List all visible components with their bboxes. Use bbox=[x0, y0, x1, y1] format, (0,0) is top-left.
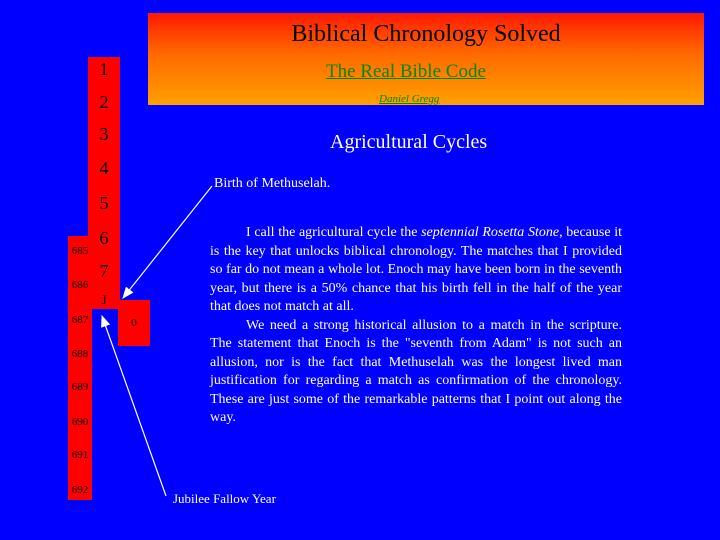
year-686: 686 bbox=[71, 279, 89, 291]
cycle-number-5: 5 bbox=[99, 193, 109, 213]
page-title: Biblical Chronology Solved bbox=[291, 21, 561, 47]
year-685: 685 bbox=[71, 245, 89, 257]
author-link[interactable]: Daniel Gregg bbox=[379, 93, 440, 105]
year-689: 689 bbox=[71, 381, 89, 393]
year-690: 690 bbox=[71, 416, 89, 428]
year-692: 692 bbox=[71, 484, 89, 496]
cycle-number-4: 4 bbox=[99, 158, 109, 178]
cycle-number-6: 6 bbox=[99, 228, 109, 248]
cycle-number-2: 2 bbox=[99, 92, 109, 112]
paragraph-1-emphasis: septennial Rosetta Stone bbox=[421, 225, 560, 240]
section-heading: Agricultural Cycles bbox=[330, 131, 488, 153]
paragraph-2: We need a strong historical allusion to a match in the scripture. The statement that Enoch is the "seventh from Adam" is not such an allusion, nor is the fact that Methuselah was the longest lived man justification for regarding a match as confirmation of the chronology. These are just some of the remarkable patterns that I point out along the way. bbox=[210, 317, 622, 425]
paragraph-1-rest: , because it is the key that unlocks biblical chronology. The matches that I provided so far do not mean a whole lot. Enoch may have been born in the seventh year, but there is a 50% chance that his birth fell in the half of the year that does not match at all. bbox=[210, 225, 622, 314]
bible-code-link[interactable]: The Real Bible Code bbox=[326, 61, 486, 82]
fallow-arrow bbox=[102, 316, 166, 496]
year-691: 691 bbox=[71, 449, 89, 461]
birth-arrow bbox=[123, 186, 212, 298]
cycle-number-7: 7 bbox=[99, 261, 109, 281]
cycle-number-1: 1 bbox=[99, 59, 109, 79]
paragraph-1-lead: I call the agricultural cycle the bbox=[246, 225, 422, 240]
cycle-number-3: 3 bbox=[99, 124, 109, 144]
fallow-year-label: Jubilee Fallow Year bbox=[173, 491, 276, 506]
year-688: 688 bbox=[71, 348, 89, 360]
cycle-jubilee-j: J bbox=[101, 292, 107, 307]
zero-box: 0 bbox=[118, 300, 150, 346]
birth-label: Birth of Methuselah. bbox=[214, 176, 331, 191]
year-687: 687 bbox=[71, 314, 89, 326]
